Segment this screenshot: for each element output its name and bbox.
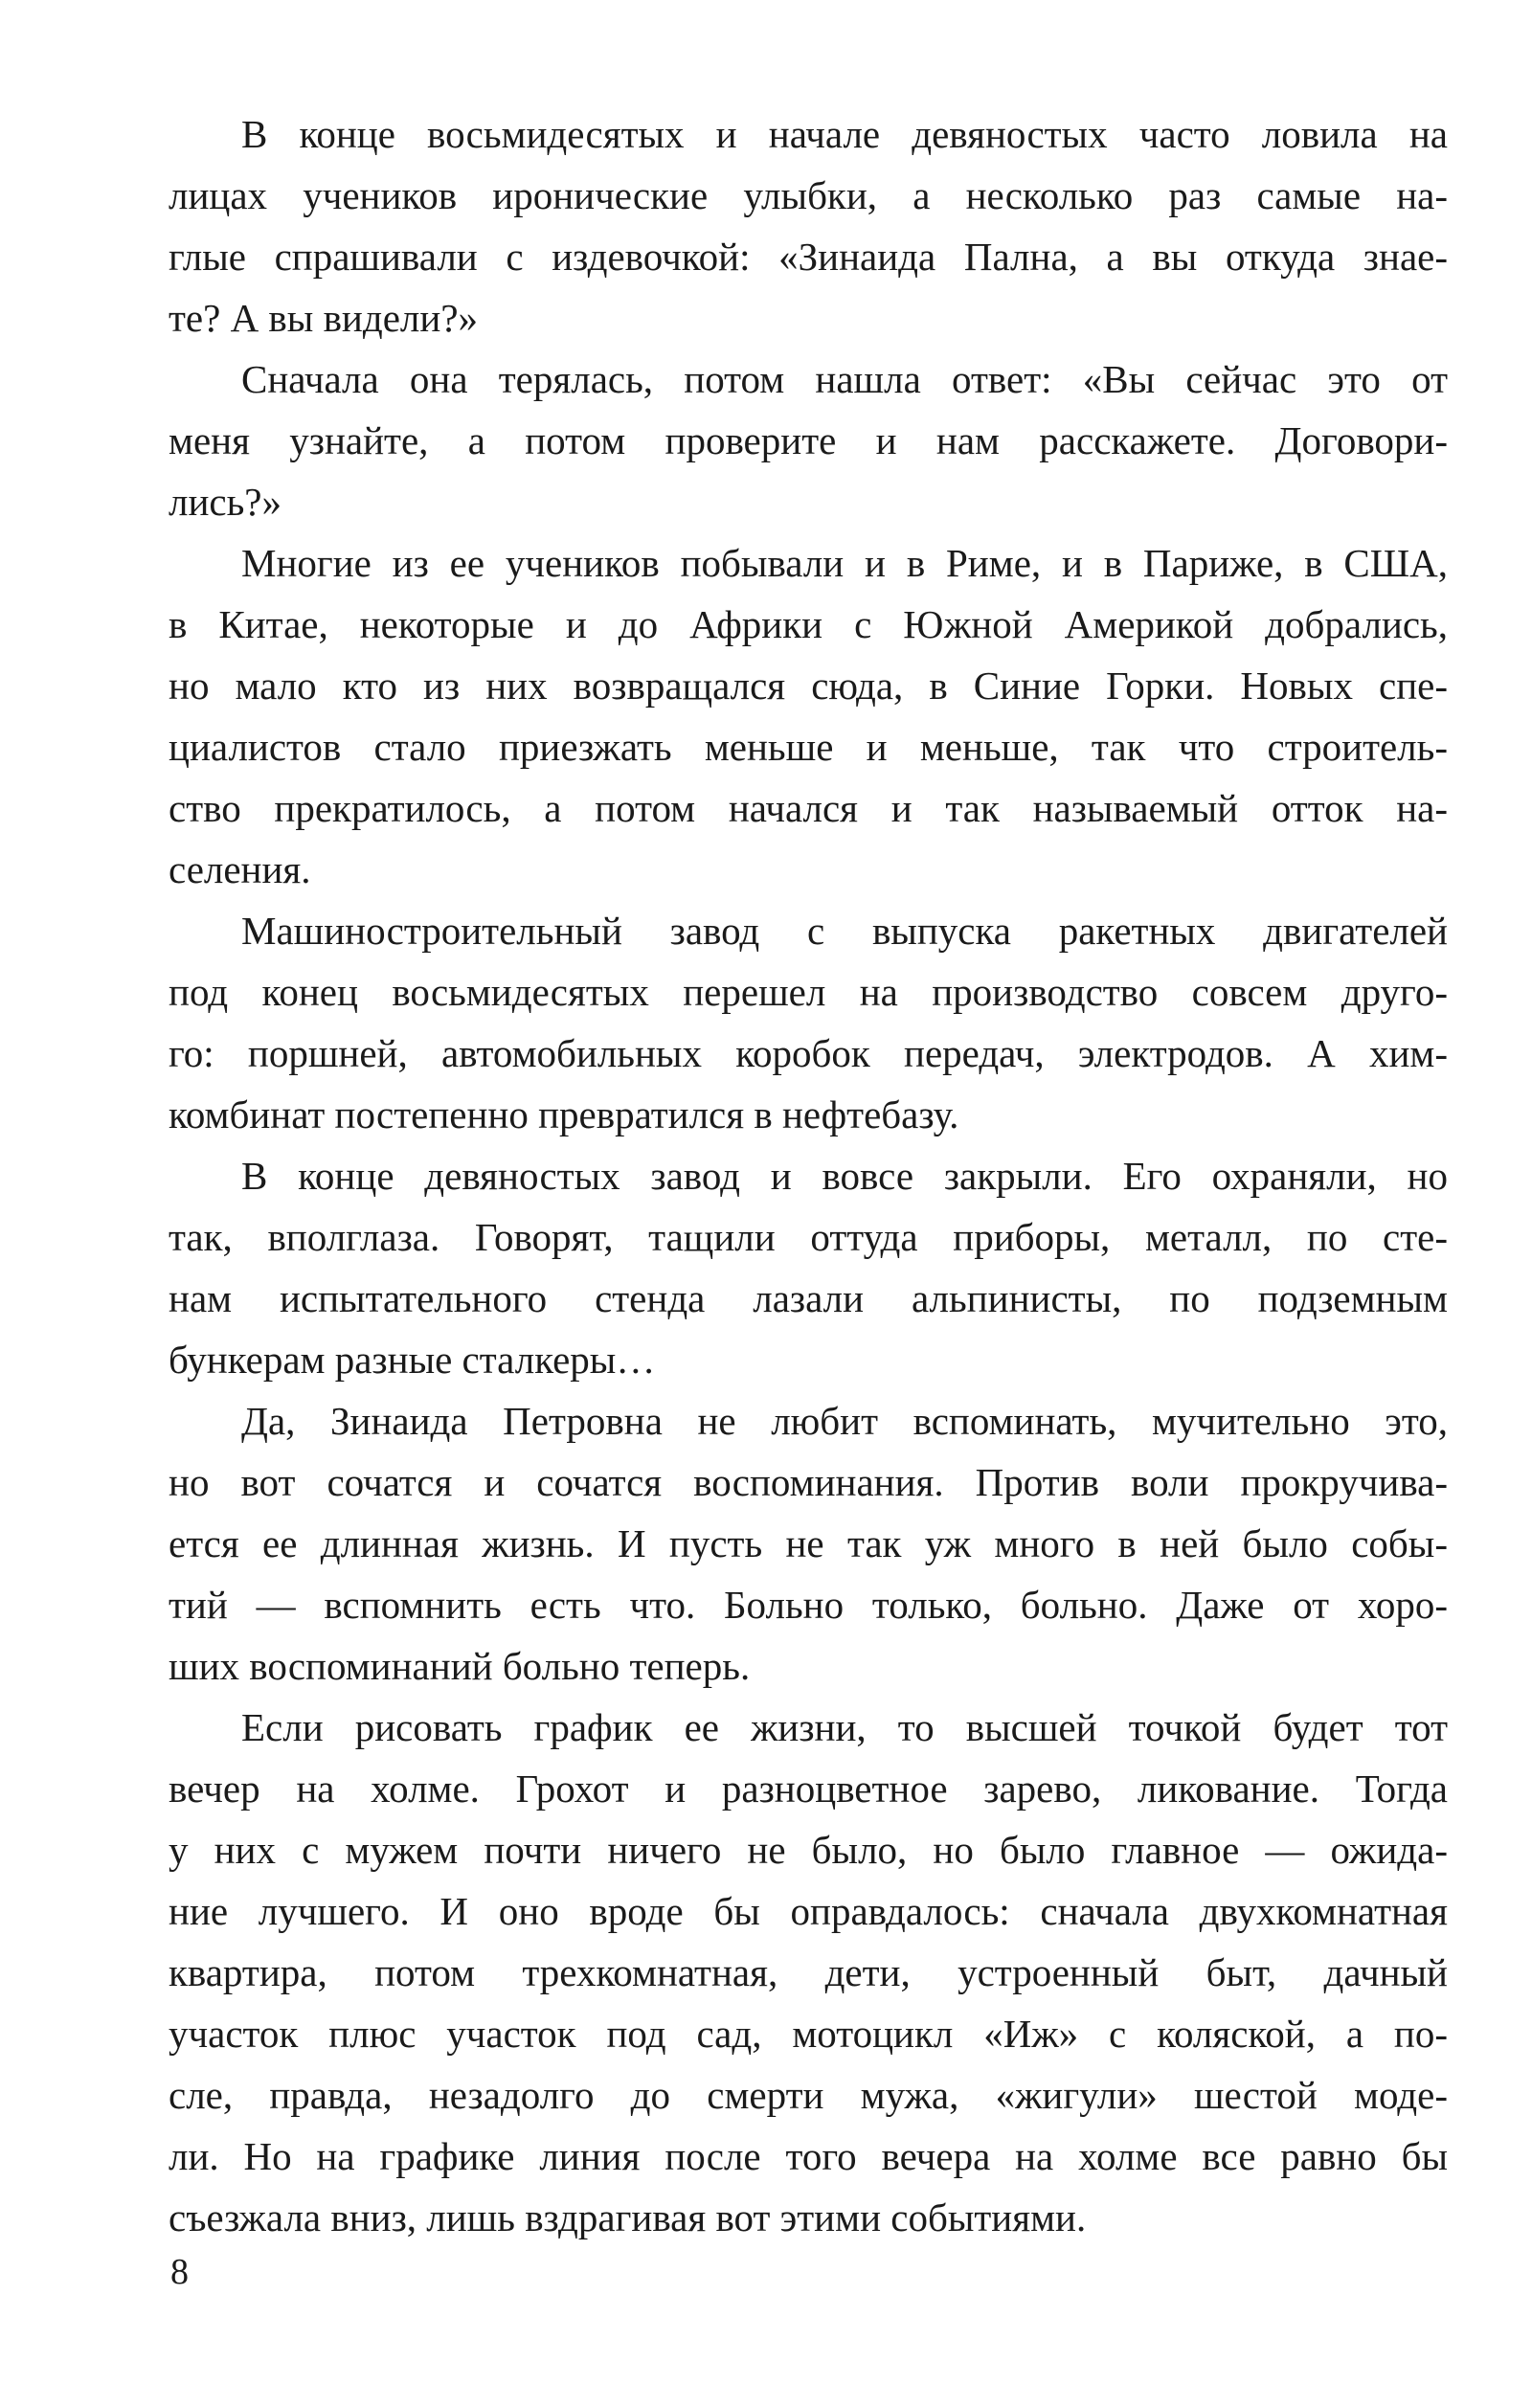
text-line: го: поршней, автомобильных коробок передач, электродов. А хим-	[169, 1031, 1448, 1075]
paragraph	[169, 349, 1448, 532]
text-line: квартира, потом трехкомнатная, дети, устроенный быт, дачный	[169, 1950, 1448, 1994]
text-line: ли. Но на графике линия после того вечера на холме все равно бы	[169, 2134, 1448, 2178]
text-line: лись?»	[169, 480, 282, 524]
text-line: у них с мужем почти ничего не было, но было главное — ожида-	[169, 1828, 1448, 1872]
text-line: лицах учеников иронические улыбки, а несколько раз самые на-	[169, 173, 1448, 217]
text-line: нам испытательного стенда лазали альпинисты, по подземным	[169, 1276, 1448, 1320]
text-line: Если рисовать график ее жизни, то высшей точкой будет тот	[241, 1705, 1448, 1749]
text-line: меня узнайте, а потом проверите и нам расскажете. Договори-	[169, 418, 1448, 462]
text-line: Да, Зинаида Петровна не любит вспоминать, мучительно это,	[241, 1399, 1448, 1443]
text-line: ется ее длинная жизнь. И пусть не так уж много в ней было собы-	[169, 1521, 1448, 1565]
text-line: Многие из ее учеников побывали и в Риме, и в Париже, в США,	[241, 541, 1448, 585]
paragraph	[169, 900, 1448, 1145]
text-line: участок плюс участок под сад, мотоцикл «Иж» с коляской, а по-	[169, 2012, 1448, 2056]
text-line: Машиностроительный завод с выпуска ракетных двигателей	[241, 909, 1448, 953]
text-line: тий — вспомнить есть что. Больно только, больно. Даже от хоро-	[169, 1583, 1448, 1627]
body-text	[169, 103, 1448, 2248]
text-line: в Китае, некоторые и до Африки с Южной Америкой добрались,	[169, 602, 1448, 646]
paragraph	[169, 532, 1448, 900]
text-line: но мало кто из них возвращался сюда, в Синие Горки. Новых спе-	[169, 664, 1448, 708]
text-line: Сначала она терялась, потом нашла ответ: «Вы сейчас это от	[241, 357, 1448, 401]
text-line: В конце девяностых завод и вовсе закрыли. Его охраняли, но	[241, 1154, 1448, 1198]
text-line: те? А вы видели?»	[169, 296, 479, 340]
text-line: глые спрашивали с издевочкой: «Зинаида Пална, а вы откуда знае-	[169, 235, 1448, 279]
text-line: вечер на холме. Грохот и разноцветное зарево, ликование. Тогда	[169, 1767, 1448, 1811]
paragraph	[169, 1697, 1448, 2248]
text-line: селения.	[169, 847, 311, 891]
text-line: сле, правда, незадолго до смерти мужа, «жигули» шестой моде-	[169, 2073, 1448, 2117]
text-line: съезжала вниз, лишь вздрагивая вот этими событиями.	[169, 2195, 1087, 2239]
text-line: но вот сочатся и сочатся воспоминания. Против воли прокручива-	[169, 1460, 1448, 1504]
text-line: ние лучшего. И оно вроде бы оправдалось: сначала двухкомнатная	[169, 1889, 1448, 1933]
text-line: так, вполглаза. Говорят, тащили оттуда приборы, металл, по сте-	[169, 1215, 1448, 1259]
text-line: ство прекратилось, а потом начался и так называемый отток на-	[169, 786, 1448, 830]
paragraph	[169, 103, 1448, 349]
text-line: бункерам разные сталкеры…	[169, 1338, 656, 1382]
text-line: комбинат постепенно превратился в нефтебазу.	[169, 1092, 959, 1136]
paragraph	[169, 1145, 1448, 1390]
text-line: циалистов стало приезжать меньше и меньше, так что строитель-	[169, 725, 1448, 769]
text-line: В конце восьмидесятых и начале девяностых часто ловила на	[241, 112, 1448, 156]
page-number: 8	[170, 2252, 189, 2292]
paragraph	[169, 1390, 1448, 1697]
text-line: ших воспоминаний больно теперь.	[169, 1644, 751, 1688]
text-line: под конец восьмидесятых перешел на производство совсем друго-	[169, 970, 1448, 1014]
